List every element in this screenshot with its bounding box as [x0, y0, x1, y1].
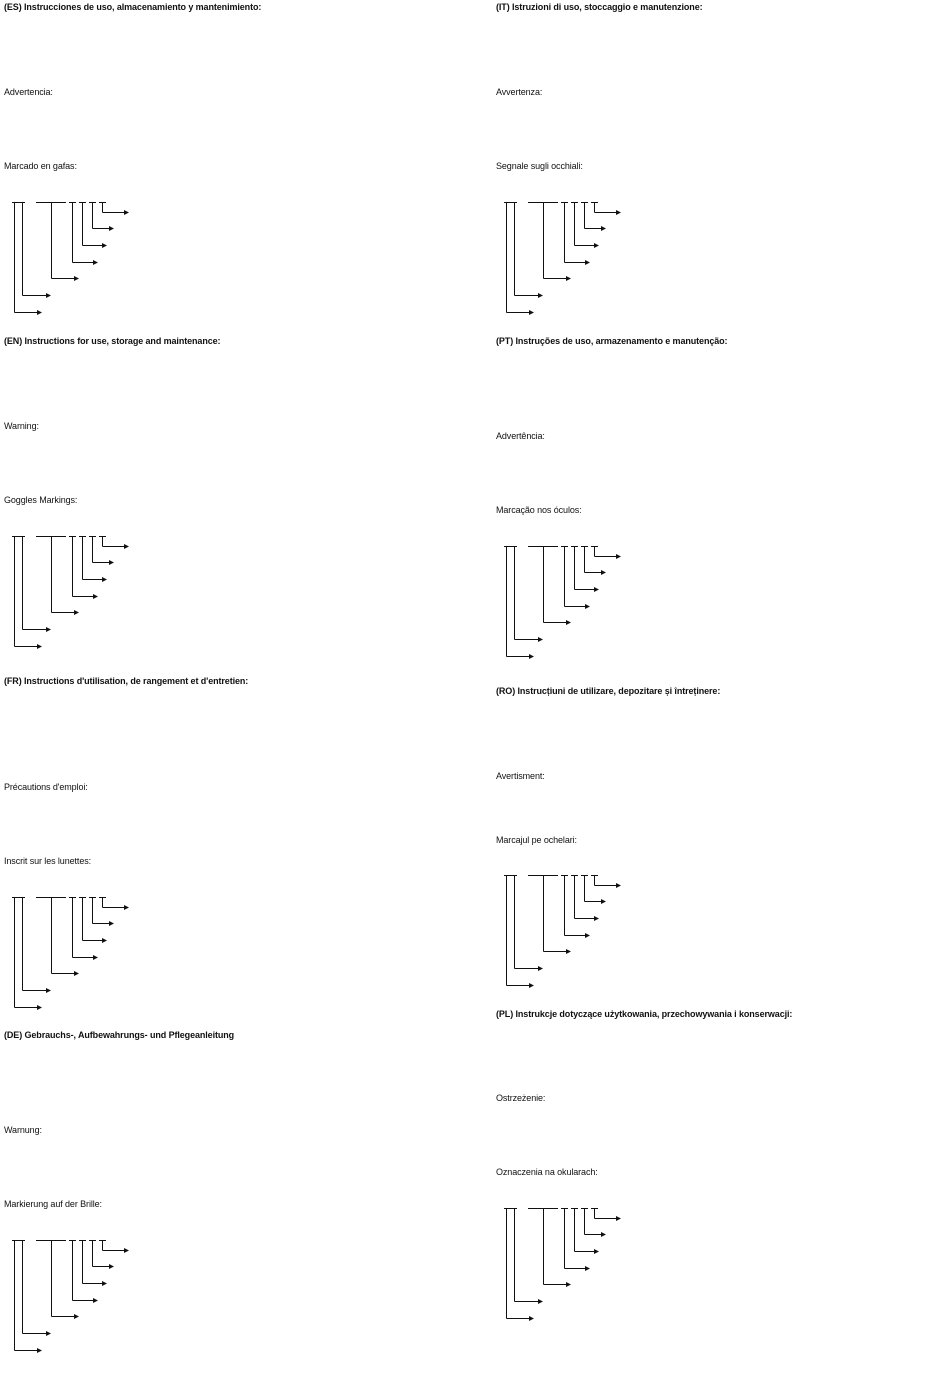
- arrow-icon: [538, 637, 543, 642]
- arrow-icon: [124, 905, 129, 910]
- section-heading-en: (EN) Instructions for use, storage and maintenance:: [4, 336, 221, 346]
- marking-label-de: Markierung auf der Brille:: [4, 1199, 102, 1209]
- arrow-icon: [46, 1331, 51, 1336]
- arrow-icon: [585, 933, 590, 938]
- marking-diagram-de: [8, 1240, 138, 1355]
- marking-label-es: Marcado en gafas:: [4, 161, 77, 171]
- arrow-icon: [102, 243, 107, 248]
- arrow-icon: [109, 560, 114, 565]
- arrow-icon: [585, 1266, 590, 1271]
- section-heading-pt: (PT) Instruções de uso, armazenamento e manutenção:: [496, 336, 728, 346]
- section-heading-it: (IT) Istruzioni di uso, stoccaggio e manutenzione:: [496, 2, 703, 12]
- arrow-icon: [102, 938, 107, 943]
- arrow-icon: [601, 899, 606, 904]
- arrow-icon: [616, 1216, 621, 1221]
- section-heading-pl: (PL) Instrukcje dotyczące użytkowania, przechowywania i konserwacji:: [496, 1009, 793, 1019]
- arrow-icon: [529, 1316, 534, 1321]
- arrow-icon: [538, 293, 543, 298]
- warning-label-it: Avvertenza:: [496, 87, 543, 97]
- arrow-icon: [585, 604, 590, 609]
- section-heading-ro: (RO) Instrucțiuni de utilizare, depozitare și întreținere:: [496, 686, 721, 696]
- arrow-icon: [124, 544, 129, 549]
- arrow-icon: [529, 654, 534, 659]
- arrow-icon: [529, 310, 534, 315]
- warning-label-es: Advertencia:: [4, 87, 53, 97]
- section-heading-de: (DE) Gebrauchs-, Aufbewahrungs- und Pflegeanleitung: [4, 1030, 235, 1040]
- arrow-icon: [109, 226, 114, 231]
- arrow-icon: [124, 1248, 129, 1253]
- arrow-icon: [109, 1264, 114, 1269]
- arrow-icon: [93, 594, 98, 599]
- arrow-icon: [601, 226, 606, 231]
- section-heading-es: (ES) Instrucciones de uso, almacenamiento y mantenimiento:: [4, 2, 262, 12]
- arrow-icon: [566, 276, 571, 281]
- arrow-icon: [37, 644, 42, 649]
- marking-diagram-ro: [500, 875, 630, 990]
- warning-label-fr: Précautions d'emploi:: [4, 782, 88, 792]
- arrow-icon: [74, 610, 79, 615]
- arrow-icon: [74, 1314, 79, 1319]
- arrow-icon: [538, 1299, 543, 1304]
- arrow-icon: [616, 210, 621, 215]
- arrow-icon: [566, 1282, 571, 1287]
- marking-label-ro: Marcajul pe ochelari:: [496, 835, 577, 845]
- arrow-icon: [529, 983, 534, 988]
- arrow-icon: [74, 971, 79, 976]
- marking-diagram-pl: [500, 1208, 630, 1323]
- arrow-icon: [109, 921, 114, 926]
- marking-diagram-fr: [8, 897, 138, 1012]
- marking-label-it: Segnale sugli occhiali:: [496, 161, 583, 171]
- marking-diagram-it: [500, 202, 630, 317]
- arrow-icon: [37, 1348, 42, 1353]
- arrow-icon: [601, 570, 606, 575]
- arrow-icon: [37, 310, 42, 315]
- arrow-icon: [124, 210, 129, 215]
- arrow-icon: [102, 577, 107, 582]
- warning-label-en: Warning:: [4, 421, 39, 431]
- arrow-icon: [538, 966, 543, 971]
- warning-label-pt: Advertência:: [496, 431, 545, 441]
- arrow-icon: [566, 949, 571, 954]
- arrow-icon: [616, 883, 621, 888]
- warning-label-ro: Avertisment:: [496, 771, 545, 781]
- marking-label-pt: Marcação nos óculos:: [496, 505, 582, 515]
- arrow-icon: [74, 276, 79, 281]
- arrow-icon: [102, 1281, 107, 1286]
- section-heading-fr: (FR) Instructions d'utilisation, de rangement et d'entretien:: [4, 676, 249, 686]
- arrow-icon: [46, 627, 51, 632]
- arrow-icon: [616, 554, 621, 559]
- arrow-icon: [93, 955, 98, 960]
- warning-label-de: Warnung:: [4, 1125, 42, 1135]
- arrow-icon: [566, 620, 571, 625]
- marking-diagram-es: [8, 202, 138, 317]
- arrow-icon: [585, 260, 590, 265]
- arrow-icon: [93, 1298, 98, 1303]
- marking-label-fr: Inscrit sur les lunettes:: [4, 856, 92, 866]
- warning-label-pl: Ostrzeżenie:: [496, 1093, 546, 1103]
- marking-label-en: Goggles Markings:: [4, 495, 78, 505]
- arrow-icon: [594, 916, 599, 921]
- marking-label-pl: Oznaczenia na okularach:: [496, 1167, 598, 1177]
- arrow-icon: [37, 1005, 42, 1010]
- arrow-icon: [93, 260, 98, 265]
- arrow-icon: [594, 1249, 599, 1254]
- arrow-icon: [46, 988, 51, 993]
- arrow-icon: [601, 1232, 606, 1237]
- arrow-icon: [594, 587, 599, 592]
- marking-diagram-en: [8, 536, 138, 651]
- arrow-icon: [594, 243, 599, 248]
- marking-diagram-pt: [500, 546, 630, 661]
- arrow-icon: [46, 293, 51, 298]
